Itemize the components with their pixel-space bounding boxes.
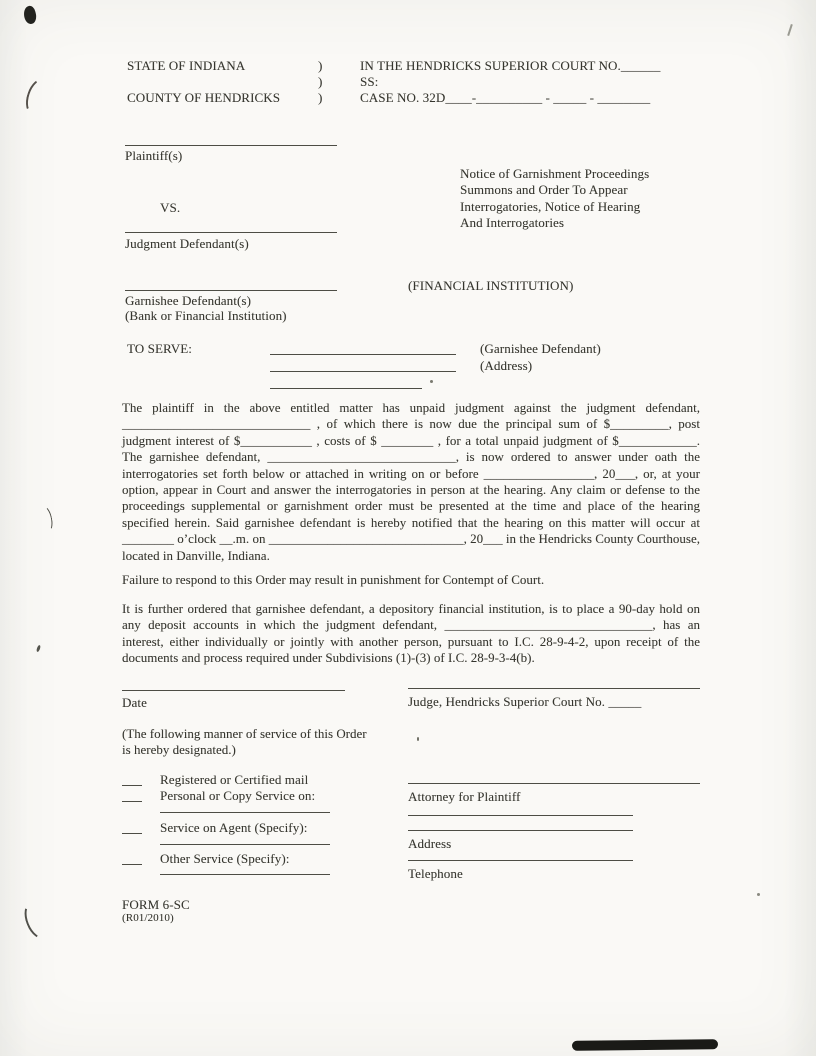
blank-line-attorney-address-1 [408, 815, 633, 816]
scan-artifact-left-curve-top [22, 76, 55, 119]
notice-line-3: Interrogatories, Notice of Hearing [460, 198, 641, 214]
vs-label: VS. [160, 200, 181, 215]
service-intro: (The following manner of service of this Order is hereby designated.) [122, 727, 367, 758]
attorney-label: Attorney for Plaintiff [408, 789, 521, 804]
service-option-other: Other Service (Specify): [160, 851, 290, 866]
scan-artifact-left-curve-bottom [19, 897, 56, 943]
scan-artifact-speck [757, 893, 760, 896]
service-option-personal: Personal or Copy Service on: [160, 788, 316, 803]
blank-line-judge-signature [408, 688, 700, 689]
blank-line-attorney-address-2 [408, 830, 633, 831]
date-label: Date [122, 695, 147, 710]
judge-label: Judge, Hendricks Superior Court No. _____ [408, 694, 642, 709]
scan-artifact-speck [36, 645, 41, 653]
blank-line-plaintiff [125, 145, 337, 146]
garnishee-defendant-label: Garnishee Defendant(s) [125, 293, 252, 308]
blank-line-judgment-defendant [125, 232, 337, 233]
scan-artifact-corner-blob [22, 5, 38, 25]
bank-note-label: (Bank or Financial Institution) [125, 308, 287, 323]
notice-line-1: Notice of Garnishment Proceedings [460, 166, 650, 181]
garnishee-paren-label: (Garnishee Defendant) [480, 341, 601, 356]
service-checkbox-blank-2 [122, 801, 142, 802]
blank-line-address-2 [270, 388, 422, 389]
blank-line-personal-service [160, 812, 330, 813]
blank-line-date [122, 690, 345, 691]
county-label: COUNTY OF HENDRICKS [127, 90, 281, 105]
blank-line-attorney [408, 783, 700, 784]
scan-artifact-speck [430, 380, 433, 383]
paren-1: ) [318, 58, 323, 73]
form-revision: (R01/2010) [122, 912, 174, 924]
paren-3: ) [318, 90, 323, 105]
blank-line-other-specify [160, 874, 330, 875]
plaintiff-label: Plaintiff(s) [125, 148, 183, 163]
form-number: FORM 6-SC [122, 897, 190, 912]
blank-line-address-1 [270, 371, 456, 372]
blank-line-garnishee-name [270, 354, 456, 355]
case-no-label: CASE NO. 32D____-__________ - _____ - ________ [360, 90, 651, 105]
service-option-agent: Service on Agent (Specify): [160, 820, 308, 835]
notice-line-2: Summons and Order To Appear [460, 182, 628, 198]
service-checkbox-blank-1 [122, 785, 142, 786]
paren-2: ) [318, 74, 323, 89]
scan-artifact-bottom-bar [572, 1039, 718, 1051]
judgment-defendant-label: Judgment Defendant(s) [125, 236, 249, 251]
ss-label: SS: [360, 74, 379, 89]
body-paragraph-hold: It is further ordered that garnishee defendant, a depository financial institution, is to place a 90-day hold on any deposit accounts in which the judgment defendant, ________________________________, has an interest, either individually or jointly with another person, pursuant to I.C. 28-9-4-2, upon receipt of the documents and process required under Subdivisions (1)-(3) of I.C. 28-9-3-4(b). [122, 602, 700, 666]
body-paragraph-order: The plaintiff in the above entitled matter has unpaid judgment against the judgment defendant, _____________________________ , of which there is now due the principal sum of $_________, post judgment interest of $___________ , costs of $ ________ , for a total unpaid judgment of $____________. The garnishee defendant, _____________________________, is now ordered to answer under oath the interrogatories set forth below or attached in writing on or before _________________, 20___, or, at your option, appear in Court and answer the interrogatories in person at the hearing. Any claim or defense to the proceedings supplemental or garnishment order must be presented at the time and place of the hearing specified herein. Said garnishee defendant is hereby notified that the hearing on this matter will occur at ________ o’clock __.m. on ______________________________, 20___ in the Hendricks County Courthouse, located in Danville, Indiana. [122, 401, 700, 563]
body-paragraph-contempt: Failure to respond to this Order may result in punishment for Contempt of Court. [122, 573, 545, 587]
financial-institution-heading: (FINANCIAL INSTITUTION) [408, 278, 574, 293]
to-serve-label: TO SERVE: [127, 341, 192, 356]
service-option-registered: Registered or Certified mail [160, 772, 309, 787]
address-label: Address [408, 836, 452, 851]
notice-title-block [460, 166, 700, 232]
service-checkbox-blank-3 [122, 833, 142, 834]
blank-line-garnishee-defendant [125, 290, 337, 291]
blank-line-telephone [408, 860, 633, 861]
scan-artifact-left-brace [37, 505, 54, 533]
notice-line-4: And Interrogatories [460, 215, 565, 231]
address-paren-label: (Address) [480, 358, 533, 373]
service-checkbox-blank-4 [122, 864, 142, 865]
scan-artifact-top-right-mark [787, 24, 793, 36]
telephone-label: Telephone [408, 866, 463, 881]
state-label: STATE OF INDIANA [127, 58, 246, 73]
scan-artifact-speck [417, 737, 419, 741]
blank-line-agent-specify [160, 844, 330, 845]
court-no-label: IN THE HENDRICKS SUPERIOR COURT NO.______ [360, 58, 661, 73]
